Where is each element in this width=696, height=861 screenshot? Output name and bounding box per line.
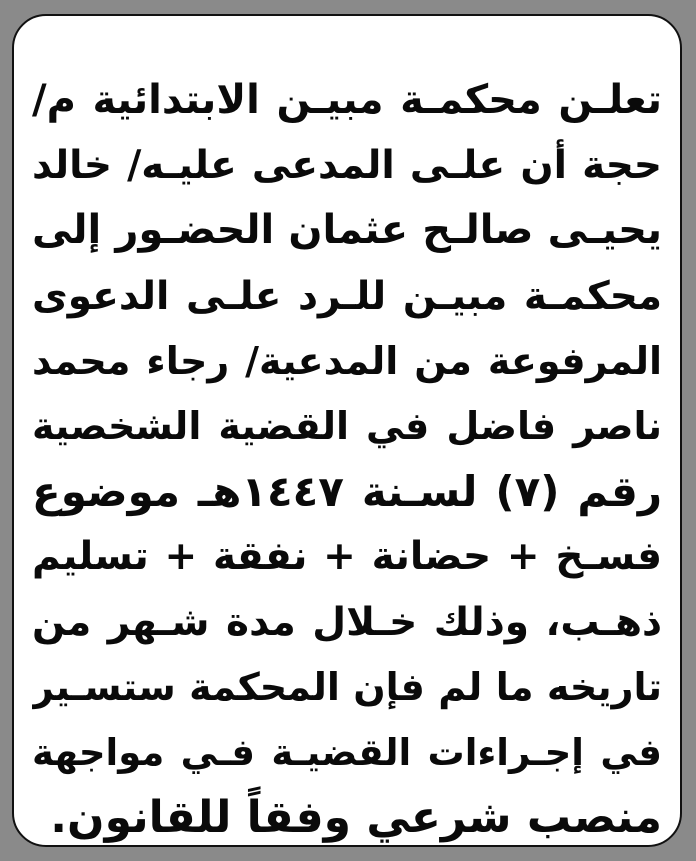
notice-line: تعلـن محكمـة مبيـن الابتدائية م/ <box>32 77 662 123</box>
notice-line: ناصر فاضل في القضية الشخصية <box>32 404 662 449</box>
notice-line: ذهـب، وذلك خـلال مدة شـهر من <box>32 599 662 645</box>
notice-line: المرفوعة من المدعية/ رجاء محمد <box>32 338 662 383</box>
notice-line: حجة أن علـى المدعى عليـه/ خالد <box>32 143 662 189</box>
notice-line: محكمـة مبيـن للـرد علـى الدعوى <box>32 273 662 319</box>
notice-line: في إجـراءات القضيـة فـي مواجهة <box>32 731 662 775</box>
notice-card <box>12 14 682 847</box>
notice-line: رقم (٧) لسـنة ١٤٤٧هـ موضوع <box>32 467 662 517</box>
notice-line: فسـخ + حضانة + نفقة + تسليم <box>32 534 662 580</box>
notice-line: يحيـى صالـح عثمان الحضـور إلى <box>32 207 662 254</box>
court-notice-text <box>32 68 662 847</box>
notice-line: تاريخه ما لم فإن المحكمة ستسـير <box>32 664 662 709</box>
notice-line: منصب شرعي وفقاً للقانون. <box>50 792 662 844</box>
